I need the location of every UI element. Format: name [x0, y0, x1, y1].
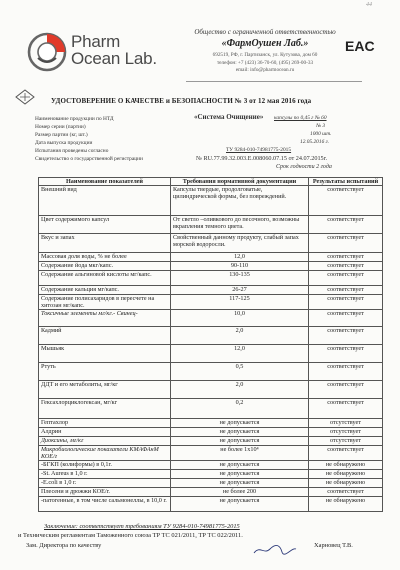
indicator-cell: Ртуть [39, 363, 171, 381]
indicator-cell: Массовая доля воды, % не более [39, 253, 171, 262]
table-row [39, 327, 383, 345]
results-table [38, 177, 383, 512]
result-cell: отсутствует [309, 428, 383, 437]
logo-wordmark [71, 33, 157, 67]
requirement-cell: 26-27 [171, 286, 309, 295]
registration-value: № RU.77.99.32.003.Е.008060.07.15 от 24.07.2015г. [196, 155, 328, 162]
header-divider [186, 81, 362, 82]
requirement-cell: 90-110 [171, 262, 309, 271]
phone-line: телефон: +7 (423) 36-70-60, (495) 269-00-33 [216, 59, 314, 66]
indicator-cell: Цвет содержимого капсул [39, 216, 171, 234]
indicator-cell: Токсичные элементы мг/кг.- Свинец- [39, 310, 171, 327]
requirement-cell: 12,0 [171, 253, 309, 262]
table-row [39, 497, 383, 512]
address-line: 692519, РФ, г. Партизанск, ул. Кутузова, дом 60 [212, 52, 318, 58]
table-header-row [39, 178, 383, 186]
indicator-cell: Содержание кальция мг/капс. [39, 286, 171, 295]
company-name: «ФармОушен Лаб.» [221, 38, 309, 49]
indicator-cell: Внешний вид [39, 186, 171, 216]
requirement-cell: не допускается [171, 428, 309, 437]
certification-mark-icon [14, 89, 36, 105]
indicator-cell: Кадмий [39, 327, 171, 345]
table-row [39, 428, 383, 437]
company-header [185, 28, 345, 75]
regulations: и Техническим регламентам Таможенного союза ТР ТС 021/2011, ТР ТС 022/2011. [18, 532, 243, 539]
requirement-cell: 2,0 [171, 381, 309, 399]
table-row [39, 399, 383, 419]
table-row [39, 286, 383, 295]
label-batch-size: Размер партии (кг, шт.) [35, 132, 88, 138]
requirement-cell: От светло –оливкового до песочного, возможны вкрапления темного цвета. [171, 216, 309, 234]
company-address [185, 52, 345, 75]
requirement-cell: 2,0 [171, 327, 309, 345]
table-row [39, 234, 383, 253]
requirement-cell: 10,0 [171, 310, 309, 327]
page-marker: 44 [366, 2, 372, 8]
header-indicator: Наименование показателей [39, 178, 171, 186]
result-cell: соответствует [309, 186, 383, 216]
indicator-cell: Гексахлорциклогексан, мг/кг [39, 399, 171, 419]
logo-mark-icon [27, 32, 67, 72]
table-row [39, 345, 383, 363]
release-date-value: 12.05.2016 г. [300, 139, 329, 145]
result-cell: не обнаружено [309, 470, 383, 479]
signatory-position: Зам. Директора по качеству [26, 542, 102, 549]
result-cell: соответствует [309, 446, 383, 461]
table-row [39, 437, 383, 446]
label-release-date: Дата выпуска продукции [35, 140, 93, 146]
requirement-cell: не допускается [171, 497, 309, 512]
signature-icon [252, 543, 298, 557]
requirement-cell: Капсулы твердые, продолговатые, цилиндрической формы, без повреждений. [171, 186, 309, 216]
result-cell: соответствует [309, 327, 383, 345]
conclusion: Заключение: соответствует требованиям ТУ 9284-010-74981775-2015 [44, 523, 240, 530]
result-cell: отсутствует [309, 419, 383, 428]
pharm-ocean-logo [27, 32, 169, 72]
result-cell: соответствует [309, 310, 383, 327]
requirement-cell: не допускается [171, 419, 309, 428]
result-cell: не обнаружено [309, 497, 383, 512]
requirement-cell: не допускается [171, 437, 309, 446]
table-row [39, 419, 383, 428]
table-row [39, 363, 383, 381]
requirement-cell: 12,0 [171, 345, 309, 363]
requirement-cell: не более 1х10⁴ [171, 446, 309, 461]
series-value: № 3 [316, 123, 326, 129]
indicator-cell: Гептахлор [39, 419, 171, 428]
table-row [39, 216, 383, 234]
indicator-cell: Плесени и дрожжи КОЕ/г. [39, 488, 171, 497]
indicator-cell: Содержание альгиновой кислоты мг/капс. [39, 271, 171, 286]
label-registration: Свидетельство о государственной регистрации [35, 156, 143, 162]
result-cell: соответствует [309, 363, 383, 381]
result-cell: соответствует [309, 399, 383, 419]
header-result: Результаты испытаний [309, 178, 383, 186]
indicator-cell: Алдрин [39, 428, 171, 437]
table-row [39, 470, 383, 479]
requirement-cell: не допускается [171, 470, 309, 479]
indicator-cell: Диоксины, мг/кг [39, 437, 171, 446]
result-cell: соответствует [309, 216, 383, 234]
header-requirement: Требования нормативной документации [171, 178, 309, 186]
label-product-name: Наименование продукции по НТД [35, 116, 114, 122]
result-cell: соответствует [309, 262, 383, 271]
eac-mark: EAC [345, 38, 375, 54]
requirement-cell: не допускается [171, 461, 309, 470]
result-cell: отсутствует [309, 437, 383, 446]
signatory-name: Харновец Т.В. [314, 542, 353, 549]
table-row [39, 479, 383, 488]
indicator-cell: -БГКП (колиформы) в 0,1г. [39, 461, 171, 470]
requirement-cell: 130-135 [171, 271, 309, 286]
result-cell: не обнаружено [309, 461, 383, 470]
result-cell: соответствует [309, 234, 383, 253]
result-cell: соответствует [309, 488, 383, 497]
table-row [39, 381, 383, 399]
logo-line-1: Pharm [71, 32, 121, 51]
product-spec-value: капсулы по 0,45 г № 60 [274, 115, 327, 121]
label-series: Номер серии (партии) [35, 124, 86, 130]
result-cell: соответствует [309, 345, 383, 363]
company-type: Общество с ограниченной ответственностью [194, 28, 336, 36]
label-tests: Испытания проведены согласно [35, 148, 109, 154]
certificate-title: УДОСТОВЕРЕНИЕ О КАЧЕСТВЕ и БЕЗОПАСНОСТИ № 3 от 12 мая 2016 года [51, 97, 312, 105]
requirement-cell: 0,2 [171, 399, 309, 419]
batch-size-value: 1000 шт. [310, 131, 332, 137]
table-row [39, 446, 383, 461]
result-cell: соответствует [309, 286, 383, 295]
indicator-cell: Микробиологические показатели КМАФАнМ КОЕ/г [39, 446, 171, 461]
table-row [39, 186, 383, 216]
logo-line-2: Ocean Lab. [71, 49, 157, 68]
table-row [39, 253, 383, 262]
requirement-cell: 117-125 [171, 295, 309, 310]
indicator-cell: Вкус и запах [39, 234, 171, 253]
tu-value: ТУ 9284-010-74981775-2015 [226, 147, 292, 153]
table-row [39, 262, 383, 271]
requirement-cell: 0,5 [171, 363, 309, 381]
table-row [39, 271, 383, 286]
result-cell: соответствует [309, 253, 383, 262]
indicator-cell: Мышьяк [39, 345, 171, 363]
indicator-cell: Содержание йода мкг/капс. [39, 262, 171, 271]
indicator-cell: -E.coli в 1,0 г. [39, 479, 171, 488]
indicator-cell: -патогенные, в том числе сальмонеллы, в 10,0 г. [39, 497, 171, 512]
result-cell: соответствует [309, 381, 383, 399]
result-cell: соответствует [309, 295, 383, 310]
indicator-cell: ДДТ и его метаболиты, мг/кг [39, 381, 171, 399]
indicator-cell: Содержание полисахаридов в пересчете на хитозан мг/капс. [39, 295, 171, 310]
requirement-cell: не более 200 [171, 488, 309, 497]
result-cell: не обнаружено [309, 479, 383, 488]
product-name-value: «Система Очищение» [194, 113, 264, 121]
table-row [39, 310, 383, 327]
email-line: email: info@pharmocean.ru [235, 67, 295, 74]
result-cell: соответствует [309, 271, 383, 286]
requirement-cell: Свойственный данному продукту, слабый запах морской водоросли. [171, 234, 309, 253]
indicator-cell: -St. Aureus в 1,0 г. [39, 470, 171, 479]
table-row [39, 488, 383, 497]
shelf-life: Срок годности 2 года [276, 164, 332, 170]
table-row [39, 461, 383, 470]
requirement-cell: не допускается [171, 479, 309, 488]
table-row [39, 295, 383, 310]
